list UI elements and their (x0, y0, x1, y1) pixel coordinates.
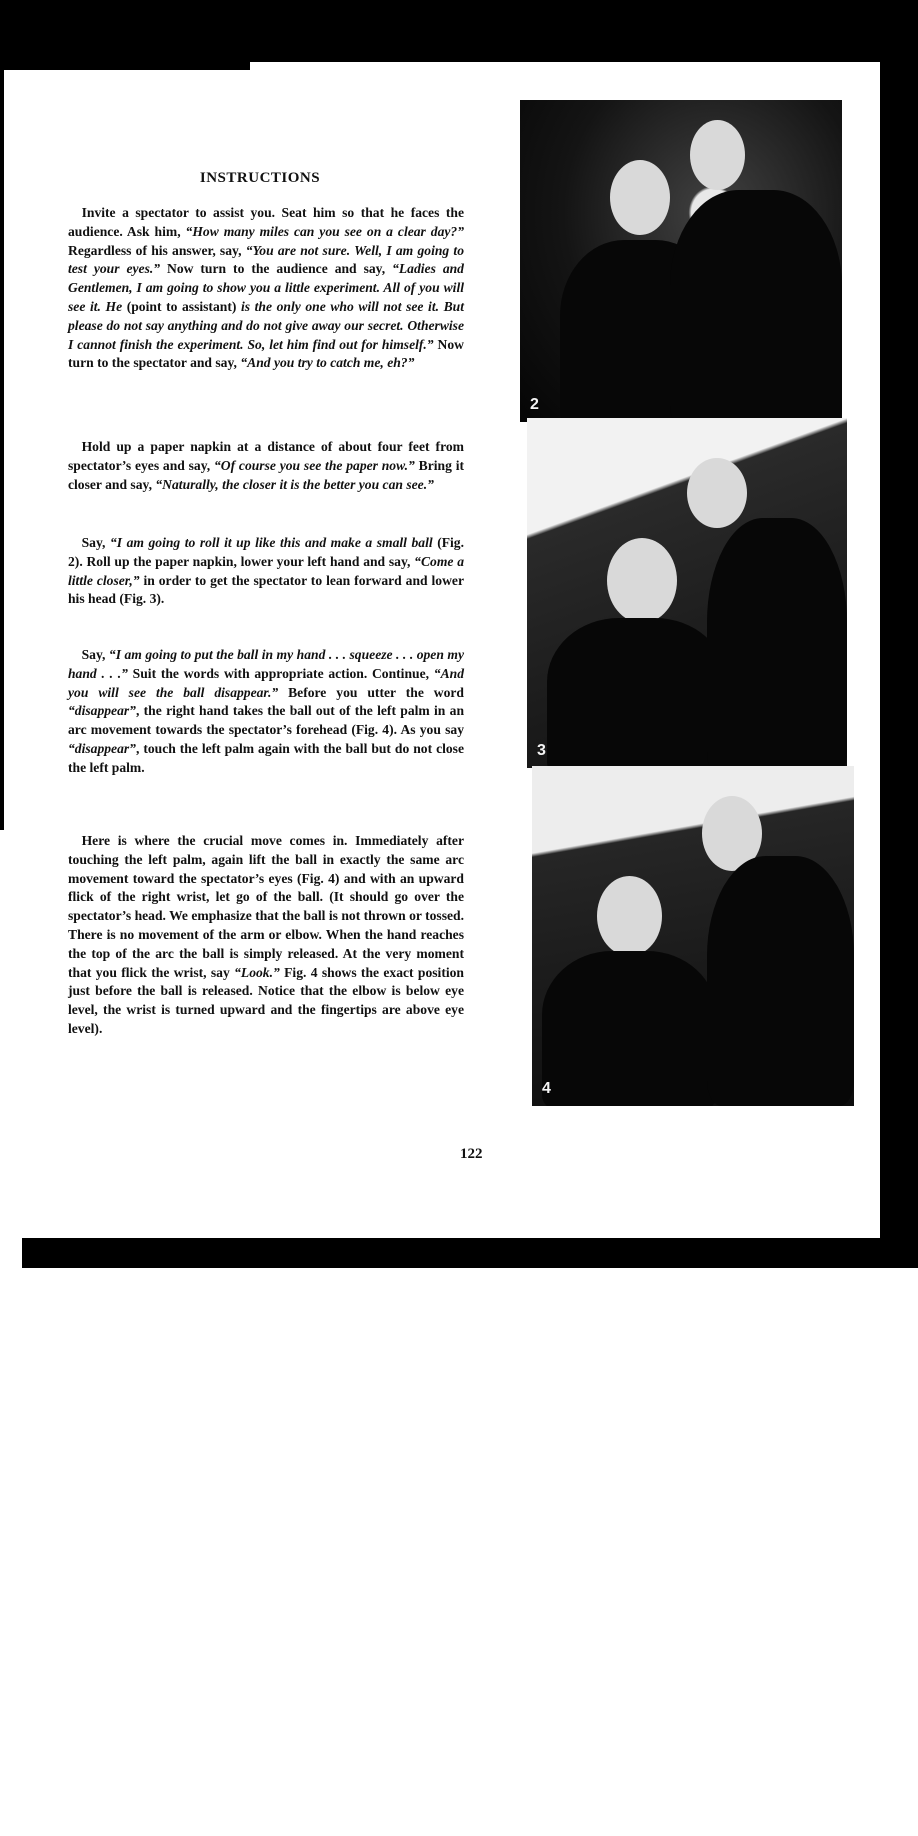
text-run: Suit the words with appropriate action. Continue, (127, 665, 434, 681)
figure-4-photo (532, 766, 854, 1106)
scan-border-left (0, 60, 4, 830)
text-run: Say, (81, 647, 109, 662)
italic-text: “disappear” (68, 740, 136, 756)
text-run: , the right hand takes the ball out of the left palm in an arc movement towards the spectator’s forehead (Fig. 4). As you say (68, 703, 464, 738)
text-run: Now turn to the spectator and say, (68, 336, 464, 371)
text-run: Hold up a paper napkin at a distance of about four feet from spectator’s eyes and say, (68, 439, 464, 473)
text-run: Here is where the crucial move comes in. Immediately after touching the left palm, again lift the ball in exactly the same arc movement toward the spectator’s eyes (Fig. 4) and with an upward flick of the right wrist, let go of the ball. (It should go over the spectator’s head. We emphasize that the ball is not thrown or tossed. There is no movement of the arm or elbow. When the hand reaches the top of the arc the ball is simply released. At the very moment that you flick the wrist, say (68, 833, 464, 980)
italic-text: “I am going to put the ball in my hand . . . squeeze . . . open my hand . . .” (68, 647, 464, 681)
paragraph-3 (68, 534, 464, 609)
italic-text: “You are not sure. Well, I am going to test your eyes.” (68, 242, 464, 277)
page-number: 122 (460, 1146, 483, 1162)
text-run: (point to assistant) (122, 298, 241, 314)
text-run: Regardless of his answer, say, (68, 242, 246, 258)
text-run: Now turn to the audience and say, (160, 261, 393, 277)
page-title: INSTRUCTIONS (199, 170, 321, 186)
italic-text: “Ladies and Gentlemen, I am going to show you a little experiment. All of you will see it. He (68, 261, 464, 314)
text-run: Invite a spectator to assist you. Seat him so that he faces the audience. Ask him, (68, 205, 464, 239)
text-run: Say, (81, 535, 110, 550)
italic-text: “Come a little closer,” (68, 553, 464, 588)
italic-text: “And you will see the ball disappear.” (68, 665, 464, 700)
scan-border-top-left (0, 0, 250, 70)
paragraph-2 (68, 438, 464, 494)
text-run: Fig. 4 shows the exact position just before the ball is released. Notice that the elbow is below eye level, the wrist is turned upward and the fingertips are above eye level). (68, 964, 464, 1036)
scan-border-right (880, 40, 918, 1268)
text-run: , touch the left palm again with the ball but do not close the left palm. (68, 740, 464, 775)
paragraph-5 (68, 832, 464, 1039)
paragraph-4 (68, 646, 464, 778)
italic-text: “And you try to catch me, eh?” (240, 355, 415, 371)
italic-text: is the only one who will not see it. But please do not say anything and do not give away our secret. Otherwise I cannot finish the experiment. So, let him find out for himself.” (68, 298, 465, 352)
figure-label: 4 (542, 1080, 551, 1097)
italic-text: “I am going to roll it up like this and make a small ball (109, 535, 433, 550)
text-run: in order to get the spectator to lean forward and lower his head (Fig. 3). (68, 572, 464, 607)
italic-text: “Look.” (234, 964, 280, 980)
italic-text: “Naturally, the closer it is the better you can see.” (155, 476, 434, 492)
italic-text: “disappear” (68, 703, 136, 719)
scan-border-bottom (22, 1238, 918, 1268)
italic-text: “How many miles can you see on a clear day?” (185, 223, 464, 239)
text-run: Before you utter the word (278, 684, 464, 700)
text-run: Bring it closer and say, (68, 457, 464, 492)
text-run: (Fig. 2). Roll up the paper napkin, lower your left hand and say, (68, 535, 465, 569)
figure-label: 2 (530, 396, 539, 413)
figure-label: 3 (537, 742, 546, 759)
italic-text: “Of course you see the paper now.” (213, 457, 415, 473)
figure-3-photo (527, 418, 847, 768)
figure-2-photo (520, 100, 842, 422)
paragraph-1 (68, 204, 464, 373)
